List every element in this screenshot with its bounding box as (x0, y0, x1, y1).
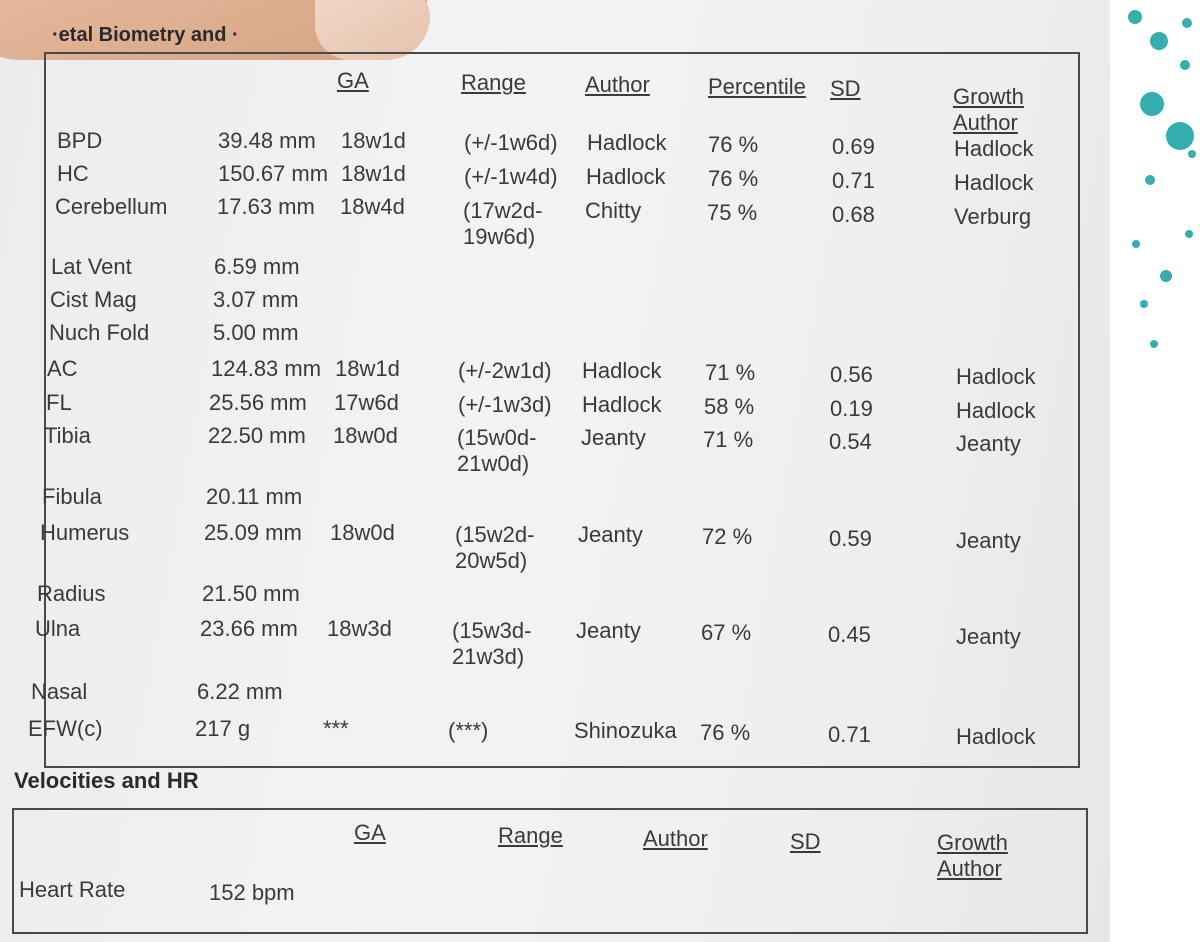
row-label: Lat Vent (51, 254, 132, 279)
row-percentile: 75 % (707, 200, 758, 225)
row-ga: *** (323, 716, 349, 741)
row-value: 20.11 mm (206, 484, 303, 509)
row-range: (***) (448, 718, 489, 743)
row-label: Cerebellum (55, 194, 168, 219)
row-growth-author: Jeanty (956, 431, 1021, 456)
polka-dot (1182, 18, 1192, 28)
row-range: (15w3d- 21w3d) (452, 618, 532, 669)
thumbnail-photo (315, 0, 430, 60)
polka-dot (1145, 175, 1155, 185)
polka-dot (1140, 300, 1148, 308)
row-ga: 18w1d (335, 356, 400, 381)
row-value: 124.83 mm (211, 356, 322, 381)
row-sd: 0.71 (828, 722, 871, 747)
row-range: (+/-1w3d) (458, 392, 552, 417)
polka-dot (1150, 340, 1158, 348)
polka-dot (1160, 270, 1172, 282)
header2-sd: SD (790, 829, 821, 854)
row-value: 150.67 mm (218, 161, 329, 186)
row-growth-author: Hadlock (956, 724, 1036, 749)
row-label: EFW(c) (28, 716, 103, 741)
row-label: BPD (57, 128, 103, 153)
row-value: 6.59 mm (214, 254, 300, 279)
polka-dot (1185, 230, 1193, 238)
row-value: 21.50 mm (202, 581, 300, 606)
header2-author: Author (643, 826, 708, 851)
row-value: 22.50 mm (208, 423, 306, 448)
row-label: Radius (37, 581, 106, 606)
row-range: (+/-2w1d) (458, 358, 552, 383)
row-sd: 0.59 (829, 526, 872, 551)
section2-title: Velocities and HR (14, 768, 199, 793)
row-range: (+/-1w6d) (464, 130, 558, 155)
row-author: Hadlock (586, 164, 666, 189)
row-author: Shinozuka (574, 718, 677, 743)
row-label: FL (46, 390, 72, 415)
row-range: (+/-1w4d) (464, 164, 558, 189)
row-author: Hadlock (582, 358, 662, 383)
row-ga: 18w1d (341, 128, 406, 153)
biometry-table-box (44, 52, 1080, 768)
header-ga: GA (337, 68, 369, 93)
row-label: Ulna (35, 616, 81, 641)
row-growth-author: Hadlock (954, 170, 1034, 195)
header2-ga: GA (354, 820, 386, 845)
polka-dot (1188, 150, 1196, 158)
row-sd: 0.54 (829, 429, 872, 454)
header-range: Range (461, 70, 526, 95)
header-percentile: Percentile (708, 74, 806, 99)
row-growth-author: Hadlock (954, 136, 1034, 161)
row-percentile: 76 % (708, 132, 759, 157)
row-sd: 0.19 (830, 396, 873, 421)
header-sd: SD (830, 76, 861, 101)
row-author: Hadlock (587, 130, 667, 155)
row-range: (15w2d- 20w5d) (455, 522, 535, 573)
row-percentile: 71 % (703, 427, 754, 452)
row-ga: 18w4d (340, 194, 405, 219)
polka-dot (1166, 122, 1194, 150)
header-growth-author: Growth Author (953, 84, 1024, 135)
row-growth-author: Hadlock (956, 398, 1036, 423)
row-growth-author: Hadlock (956, 364, 1036, 389)
polka-dot (1150, 32, 1168, 50)
row-sd: 0.56 (830, 362, 873, 387)
row-range: (17w2d- 19w6d) (463, 198, 543, 249)
row-label: Humerus (40, 520, 130, 545)
header-author: Author (585, 72, 650, 97)
row-label: HC (57, 161, 89, 186)
row-value: 25.09 mm (204, 520, 302, 545)
header2-growth-author: Growth Author (937, 830, 1008, 881)
row-value: 5.00 mm (213, 320, 299, 345)
row-value: 6.22 mm (197, 679, 283, 704)
row-percentile: 71 % (705, 360, 756, 385)
polka-dot (1128, 10, 1142, 24)
row-author: Jeanty (578, 522, 643, 547)
row-value: 152 bpm (209, 880, 295, 905)
row-label: Heart Rate (19, 877, 126, 902)
header2-range: Range (498, 823, 563, 848)
polka-dot (1140, 92, 1164, 116)
row-label: Fibula (42, 484, 102, 509)
polka-dot (1180, 60, 1190, 70)
row-value: 39.48 mm (218, 128, 316, 153)
row-sd: 0.45 (828, 622, 871, 647)
polka-dot (1132, 240, 1140, 248)
row-ga: 18w0d (333, 423, 398, 448)
row-percentile: 76 % (708, 166, 759, 191)
row-ga: 18w1d (341, 161, 406, 186)
row-author: Jeanty (581, 425, 646, 450)
row-percentile: 76 % (700, 720, 751, 745)
row-label: AC (47, 356, 78, 381)
row-sd: 0.69 (832, 134, 875, 159)
row-author: Hadlock (582, 392, 662, 417)
row-percentile: 67 % (701, 620, 752, 645)
row-growth-author: Jeanty (956, 528, 1021, 553)
row-value: 217 g (195, 716, 251, 741)
row-value: 3.07 mm (213, 287, 299, 312)
row-label: Cist Mag (50, 287, 137, 312)
row-ga: 18w0d (330, 520, 395, 545)
row-value: 25.56 mm (209, 390, 307, 415)
row-percentile: 72 % (702, 524, 753, 549)
row-growth-author: Verburg (954, 204, 1032, 229)
row-percentile: 58 % (704, 394, 755, 419)
row-range: (15w0d- 21w0d) (457, 425, 537, 476)
row-label: Tibia (44, 423, 91, 448)
row-author: Chitty (585, 198, 642, 223)
row-value: 17.63 mm (217, 194, 315, 219)
row-growth-author: Jeanty (956, 624, 1021, 649)
row-author: Jeanty (576, 618, 641, 643)
row-sd: 0.68 (832, 202, 875, 227)
section1-title: ·etal Biometry and · (52, 24, 239, 46)
row-label: Nuch Fold (49, 320, 150, 345)
row-ga: 18w3d (327, 616, 392, 641)
row-label: Nasal (31, 679, 88, 704)
row-sd: 0.71 (832, 168, 875, 193)
row-value: 23.66 mm (200, 616, 298, 641)
row-ga: 17w6d (334, 390, 399, 415)
